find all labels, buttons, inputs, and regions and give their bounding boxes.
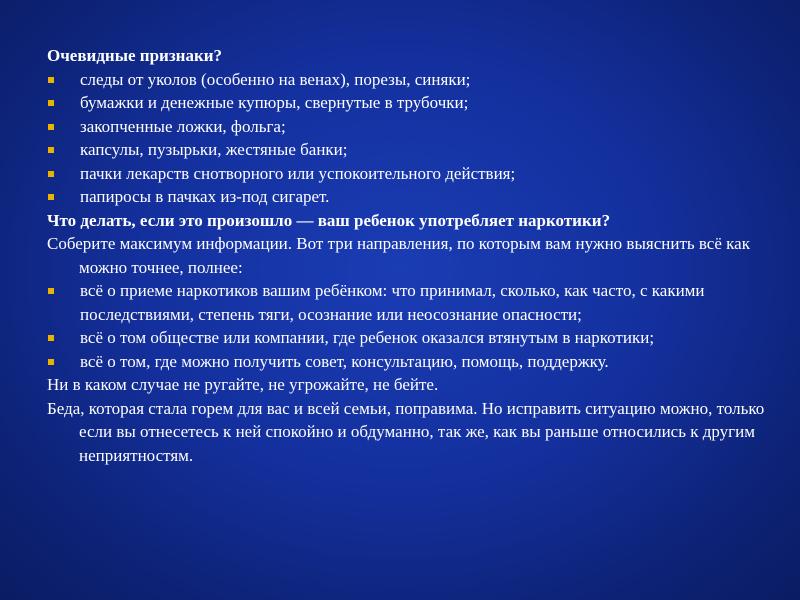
square-bullet-icon xyxy=(48,279,60,285)
list-item xyxy=(47,326,787,350)
list-item-text: папиросы в пачках из-под сигарет. xyxy=(80,187,330,206)
signs-list xyxy=(47,68,787,209)
list-item-text: бумажки и денежные купюры, свернутые в трубочки; xyxy=(80,93,469,112)
list-item xyxy=(47,115,787,139)
square-bullet-icon xyxy=(48,350,60,356)
list-item-text: закопченные ложки, фольга; xyxy=(80,116,286,136)
list-item xyxy=(47,138,787,162)
list-item-text: пачки лекарств снотворного или успокоительного действия; xyxy=(80,163,516,183)
square-bullet-icon xyxy=(48,91,60,97)
square-bullet-icon xyxy=(48,326,60,332)
list-item-text: капсулы, пузырьки, жестяные банки; xyxy=(80,140,348,159)
heading-what-to-do: Что делать, если это произошло — ваш ребенок употребляет наркотики? xyxy=(47,210,611,230)
list-item xyxy=(47,162,787,186)
advice-paragraph: Ни в каком случае не ругайте, не угрожайте, не бейте. xyxy=(47,375,439,394)
list-item xyxy=(47,68,787,92)
square-bullet-icon xyxy=(48,138,60,144)
closing-paragraph: Беда, которая стала горем для вас и всей семьи, поправима. Но исправить ситуацию можно, только если вы отнесетесь к ней спокойно и обдуманно, так же, как вы раньше относились к другим неприятностям. xyxy=(47,398,765,465)
square-bullet-icon xyxy=(48,162,60,168)
square-bullet-icon xyxy=(48,185,60,191)
slide-content xyxy=(47,44,787,467)
heading-obvious-signs: Очевидные признаки? xyxy=(47,46,223,65)
list-item xyxy=(47,279,787,326)
square-bullet-icon xyxy=(48,115,60,121)
list-item-text: всё о том, где можно получить совет, консультацию, помощь, поддержку. xyxy=(80,351,609,371)
directions-list xyxy=(47,279,787,373)
list-item-text: следы от уколов (особенно на венах), порезы, синяки; xyxy=(80,69,471,89)
list-item xyxy=(47,91,787,115)
list-item xyxy=(47,350,787,374)
list-item-text: всё о том обществе или компании, где ребенок оказался втянутым в наркотики; xyxy=(80,328,655,347)
list-item-text: всё о приеме наркотиков вашим ребёнком: что принимал, сколько, как часто, с какими последствиями, степень тяги, осознание или неосознание опасности; xyxy=(80,281,705,324)
list-item xyxy=(47,185,787,209)
intro-paragraph: Соберите максимум информации. Вот три направления, по которым вам нужно выяснить всё как можно точнее, полнее: xyxy=(47,234,750,277)
square-bullet-icon xyxy=(48,68,60,74)
